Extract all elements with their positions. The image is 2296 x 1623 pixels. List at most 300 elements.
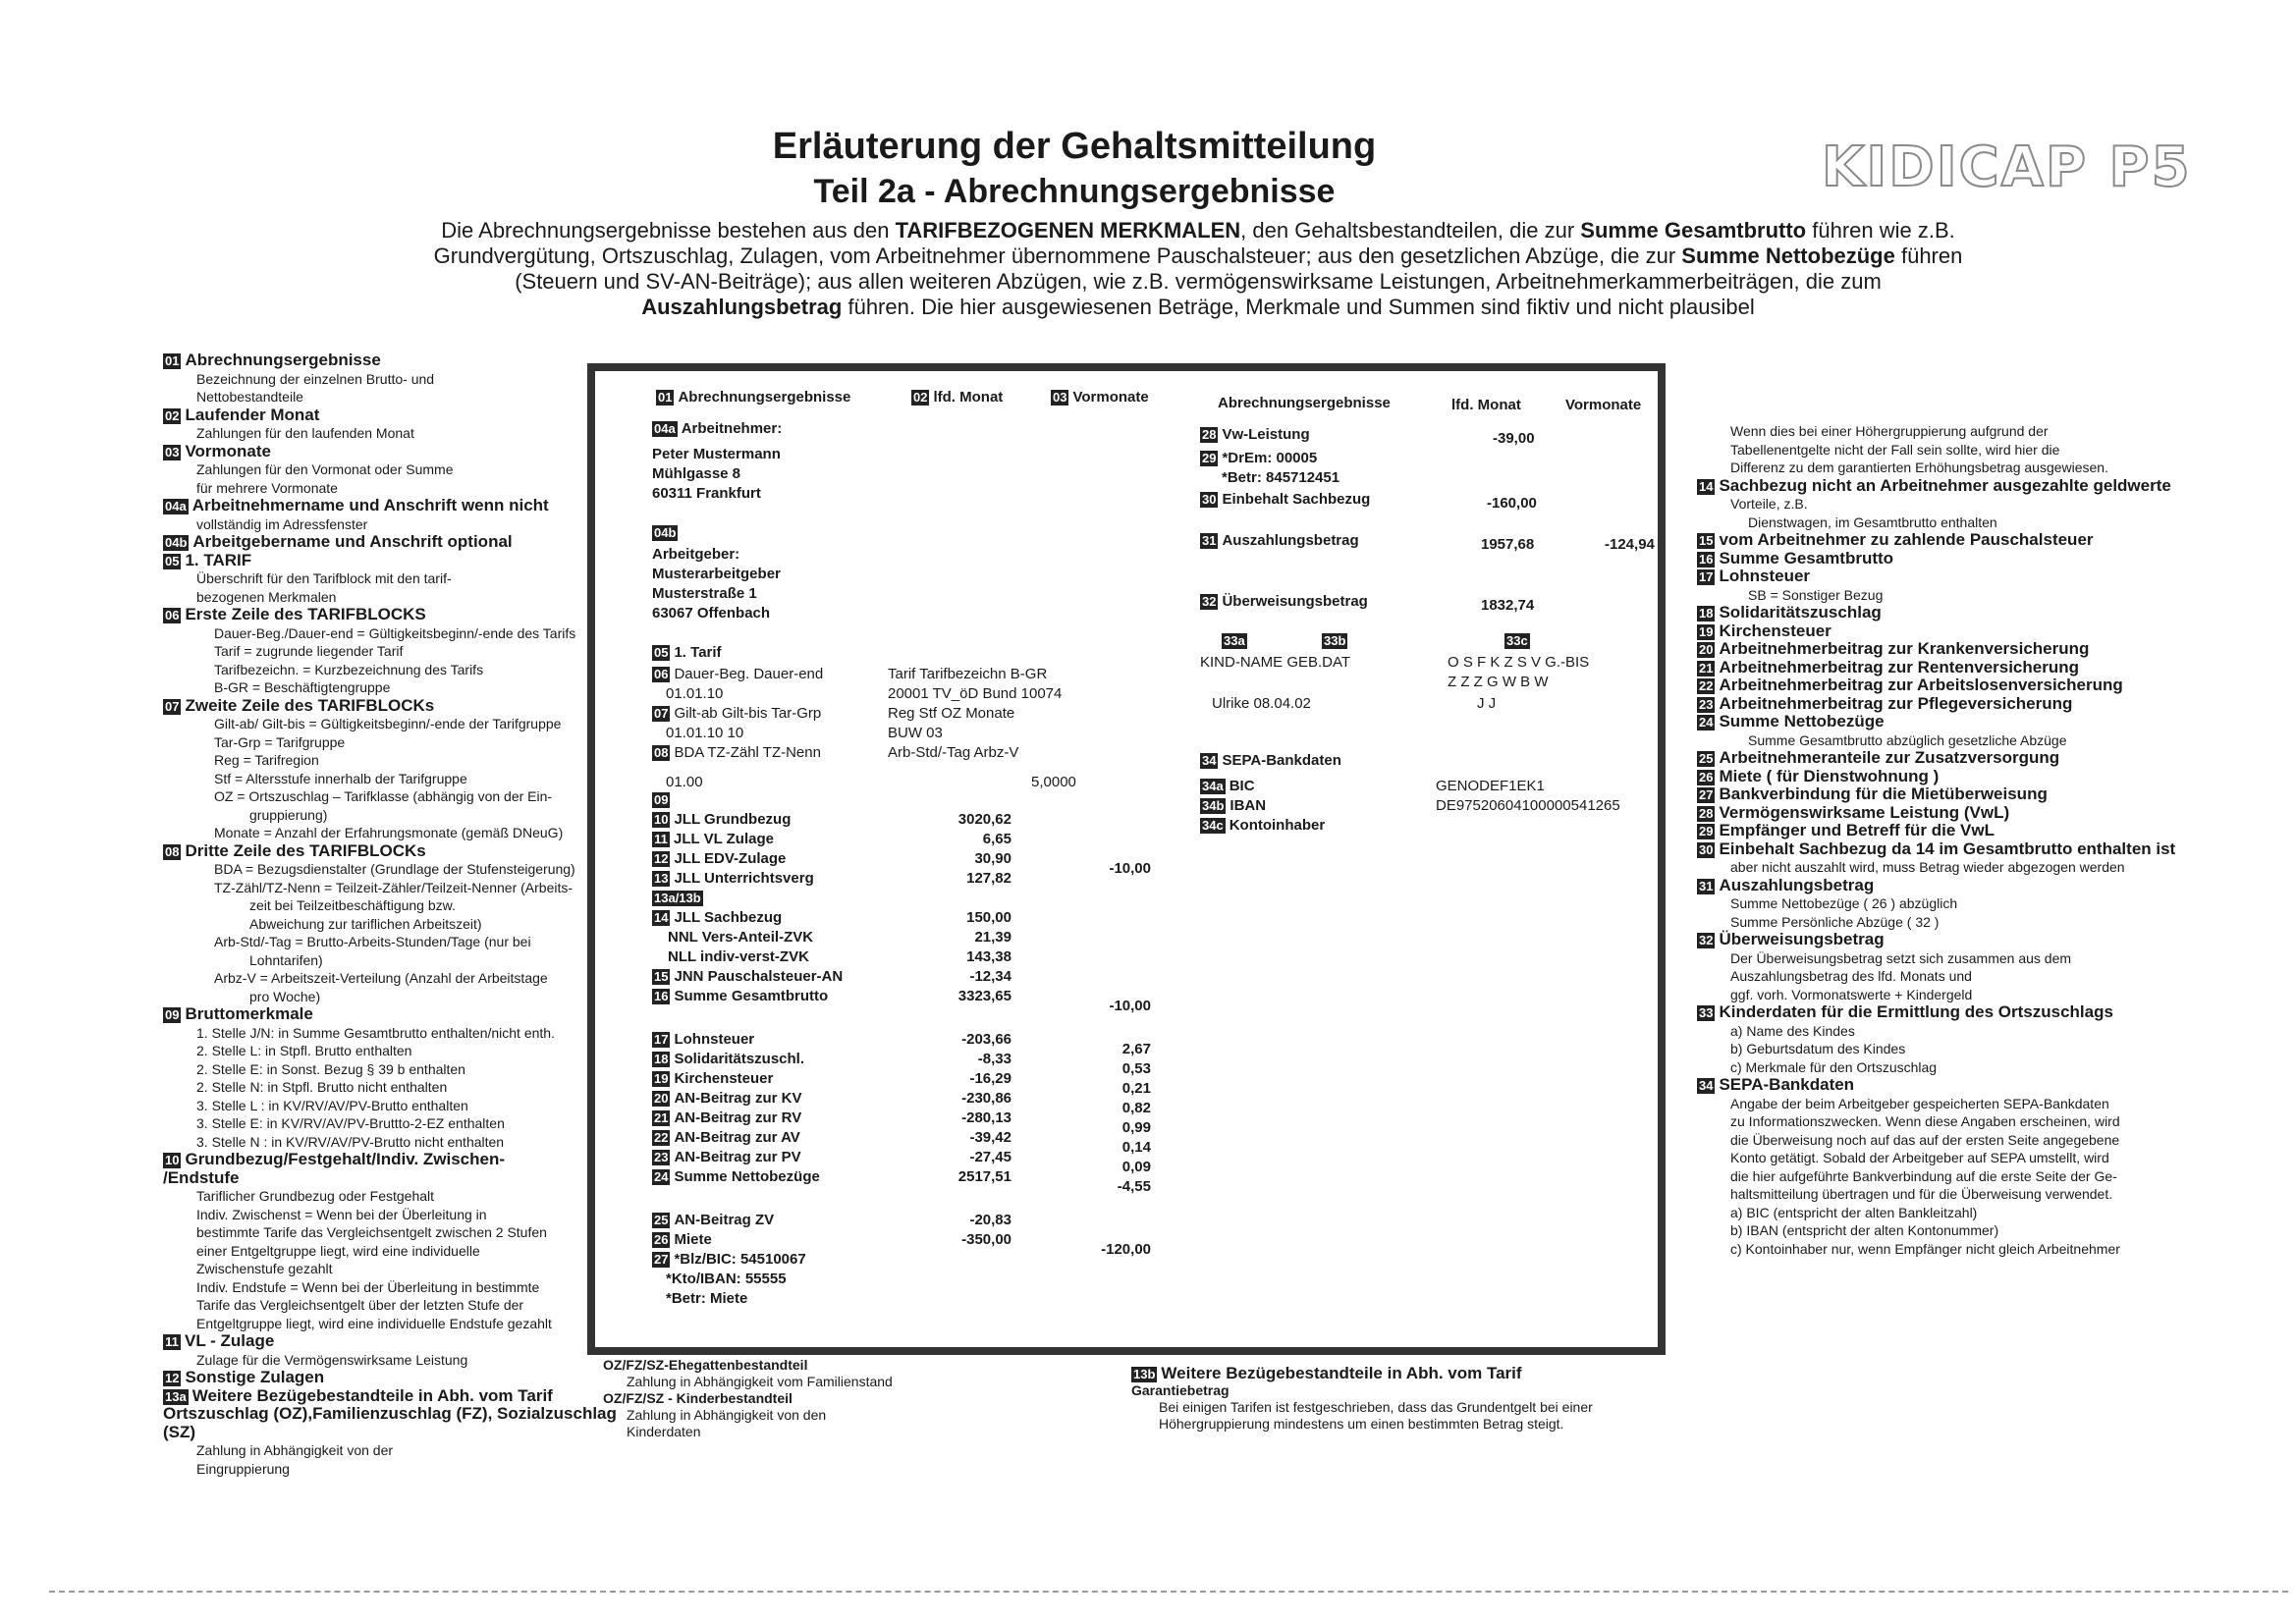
- legend-left-item: einer Entgeltgruppe liegt, wird eine individuelle: [196, 1242, 480, 1259]
- payslip-line: 13 JLL Unterrichtsverg: [654, 870, 814, 887]
- payslip-line: BUW 03: [888, 725, 943, 741]
- legend-left-item: Tarif = zugrunde liegender Tarif: [214, 643, 404, 659]
- legend-left-item: 02 Laufender Monat: [165, 405, 320, 424]
- number-badge: 05: [654, 645, 669, 660]
- legend-left-item: 08 Dritte Zeile des TARIFBLOCKs: [165, 840, 426, 860]
- note-13b: 13b Weitere Bezügebestandteile in Abh. vom Tarif Garantiebetrag Bei einigen Tarifen ist festgeschrieben, dass das Grundentgelt bei einer Höhergruppierung mindestens um einen bestimmten Betrag steigt.: [1131, 1364, 1593, 1432]
- legend-left-item: Bezeichnung der einzelnen Brutto- und: [196, 370, 435, 387]
- number-badge: 29: [1699, 824, 1714, 839]
- number-badge: 07: [654, 706, 669, 721]
- number-badge: 26: [654, 1232, 669, 1247]
- number-badge: 28: [1202, 427, 1217, 442]
- legend-right-item: 27 Bankverbindung für die Mietüberweisung: [1699, 784, 2048, 803]
- payslip-line: 01.00: [666, 774, 703, 790]
- number-badge: 22: [654, 1130, 669, 1145]
- number-badge: 30: [1699, 841, 1714, 857]
- number-badge: 17: [654, 1032, 669, 1047]
- payslip-line: 34 SEPA-Bankdaten: [1202, 752, 1341, 769]
- col-header-lfd-2: lfd. Monat: [1451, 397, 1521, 413]
- amount-lfd: -203,66: [961, 1031, 1011, 1048]
- amount-right: -39,00: [1493, 430, 1535, 447]
- number-badge: 14: [654, 910, 669, 925]
- amount-lfd: -16,29: [969, 1070, 1011, 1087]
- legend-right-item: c) Merkmale für den Ortszuschlag: [1730, 1058, 1938, 1075]
- legend-left-item: BDA = Bezugsdienstalter (Grundlage der Stufensteigerung): [214, 861, 575, 877]
- amount-vormonat: -120,00: [1101, 1241, 1151, 1258]
- payslip-line: 34c Kontoinhaber: [1202, 817, 1326, 834]
- payslip-line: 20 AN-Beitrag zur KV: [654, 1090, 802, 1107]
- number-badge: 08: [654, 745, 669, 760]
- number-badge: 34b: [1202, 798, 1225, 813]
- payslip-line: 30 Einbehalt Sachbezug: [1202, 491, 1371, 508]
- payslip-line: 20001 TV_öD Bund 10074: [888, 685, 1063, 702]
- number-badge: 34: [1699, 1078, 1714, 1093]
- legend-left-item: zeit bei Teilzeitbeschäftigung bzw.: [249, 897, 456, 913]
- payslip-line: Arb-Std/-Tag Arbz-V: [888, 744, 1019, 761]
- note-line: Zahlung in Abhängigkeit vom Familienstand: [627, 1374, 893, 1389]
- number-badge: 04b: [165, 535, 188, 550]
- legend-right-item: 15 vom Arbeitnehmer zu zahlende Pauschalsteuer: [1699, 530, 2094, 549]
- payslip-line: 34a BIC: [1202, 778, 1255, 794]
- number-badge: 02: [165, 407, 180, 423]
- legend-left-item: 05 1. TARIF: [165, 550, 252, 569]
- payslip-line: *Kto/IBAN: 55555: [666, 1271, 787, 1287]
- payslip-line: O S F K Z S V G.-BIS: [1448, 654, 1590, 671]
- number-badge: 33c: [1506, 633, 1528, 648]
- legend-right-item: 28 Vermögenswirksame Leistung (VwL): [1699, 802, 2010, 822]
- amount-lfd: 21,39: [974, 929, 1011, 946]
- legend-right-item: 22 Arbeitnehmerbeitrag zur Arbeitslosenversicherung: [1699, 676, 2123, 694]
- legend-left-item: Zahlungen für den laufenden Monat: [196, 425, 414, 441]
- number-badge: 09: [165, 1007, 180, 1022]
- legend-right-item: c) Kontoinhaber nur, wenn Empfänger nicht gleich Arbeitnehmer: [1730, 1240, 2120, 1257]
- amount-lfd: 6,65: [982, 831, 1011, 847]
- legend-left-item: Indiv. Zwischenst = Wenn bei der Überleitung in: [196, 1206, 487, 1222]
- legend-left-item: 11 VL - Zulage: [163, 1332, 595, 1351]
- payslip-line: KIND-NAME GEB.DAT: [1200, 654, 1351, 671]
- legend-right-item: Differenz zu dem garantierten Erhöhungsbetrag ausgewiesen.: [1730, 460, 2108, 475]
- number-badge: 31: [1202, 533, 1217, 548]
- number-badge: 11: [163, 1334, 181, 1350]
- number-badge: 13: [654, 871, 669, 886]
- number-badge: 18: [654, 1052, 669, 1066]
- legend-left-item: 3. Stelle L : in KV/RV/AV/PV-Brutto enthalten: [196, 1097, 468, 1113]
- number-badge: 14: [1699, 478, 1714, 494]
- payslip-line: 19 Kirchensteuer: [654, 1070, 774, 1087]
- number-badge: 21: [1699, 660, 1714, 676]
- legend-left-item: 2. Stelle E: in Sonst. Bezug § 39 b enthalten: [196, 1060, 465, 1077]
- amount-vormonat: -10,00: [1109, 860, 1151, 877]
- amount-right: 1832,74: [1481, 597, 1535, 614]
- payslip-line: 32 Überweisungsbetrag: [1202, 593, 1368, 610]
- legend-right-item: Tabellenentgelte nicht der Fall sein sollte, wird hier die: [1730, 441, 2060, 458]
- number-badge: 12: [654, 851, 669, 866]
- legend-left-item: 1. Stelle J/N: in Summe Gesamtbrutto enthalten/nicht enth.: [196, 1024, 555, 1041]
- legend-left-item: Reg = Tarifregion: [214, 752, 319, 768]
- number-badge: 17: [1699, 569, 1714, 584]
- payslip-line: NLL indiv-verst-ZVK: [668, 948, 809, 965]
- number-badge: 05: [165, 553, 180, 568]
- payslip-line: 28 Vw-Leistung: [1202, 426, 1310, 443]
- number-badge: 10: [165, 1153, 180, 1167]
- payslip-line: 34b IBAN: [1202, 797, 1267, 814]
- payslip-line: [652, 791, 674, 809]
- legend-right-item: 16 Summe Gesamtbrutto: [1699, 548, 1894, 568]
- legend-left-item: Zahlungen für den Vormonat oder Summe: [196, 461, 454, 477]
- legend-right-item: ggf. vorh. Vormonatswerte + Kindergeld: [1730, 986, 1973, 1002]
- number-badge: 12: [165, 1371, 180, 1385]
- legend-right-item: 31 Auszahlungsbetrag: [1699, 875, 1875, 894]
- payslip-line: 21 AN-Beitrag zur RV: [654, 1109, 802, 1126]
- legend-right-item: 14 Sachbezug nicht an Arbeitnehmer ausgezahlte geldwerte: [1699, 475, 2171, 495]
- legend-left-item: bezogenen Merkmalen: [196, 588, 337, 605]
- payslip-line: 12 JLL EDV-Zulage: [654, 850, 787, 867]
- payslip-line: 31 Auszahlungsbetrag: [1202, 532, 1359, 549]
- number-badge: 32: [1202, 594, 1217, 609]
- legend-left-item: Lohntarifen): [249, 951, 323, 968]
- number-badge: 16: [654, 989, 669, 1003]
- legend-right-item: Dienstwagen, im Gesamtbrutto enthalten: [1748, 514, 1997, 530]
- legend-right-item: 21 Arbeitnehmerbeitrag zur Rentenversicherung: [1699, 657, 2079, 676]
- amount-lfd: 2517,51: [957, 1168, 1011, 1185]
- legend-left-item: gruppierung): [249, 806, 328, 823]
- number-badge: 09: [654, 792, 669, 807]
- number-badge: 32: [1699, 933, 1714, 947]
- legend-left-item: Abweichung zur tariflichen Arbeitszeit): [249, 915, 482, 932]
- number-badge: 13a/13b: [654, 891, 701, 905]
- legend-right-item: Auszahlungsbetrag des lfd. Monats und: [1730, 968, 1972, 984]
- payslip-line: 06 Dauer-Beg. Dauer-end: [654, 666, 824, 682]
- legend-right-item: Wenn dies bei einer Höhergruppierung aufgrund der: [1730, 423, 2049, 439]
- footer-dashed-line: [49, 1591, 2288, 1593]
- col-header-lfd: 02 lfd. Monat: [913, 389, 1004, 406]
- payslip-line: 08 BDA TZ-Zähl TZ-Nenn: [654, 744, 821, 761]
- legend-left-item: Arb-Std/-Tag = Brutto-Arbeits-Stunden/Tage (nur bei: [214, 934, 531, 949]
- legend-left-item: Dauer-Beg./Dauer-end = Gültigkeitsbeginn/-ende des Tarifs: [214, 624, 576, 641]
- number-badge: 15: [1699, 533, 1714, 548]
- legend-right-item: aber nicht auszahlt wird, muss Betrag wieder abgezogen werden: [1730, 859, 2125, 875]
- legend-left-item: 06 Erste Zeile des TARIFBLOCKS: [165, 605, 426, 623]
- intro-paragraph: Die Abrechnungsergebnisse bestehen aus den TARIFBEZOGENEN MERKMALEN, den Gehaltsbestandteilen, die zur Summe Gesamtbrutto führen wie z.B. Grundvergütung, Ortszuschlag, Zulagen, vom Arbeitnehmer übernommene Pauschalsteuer; aus den gesetzlichen Abzüge, die zur Summe Nettobezüge führen (Steuern und SV-AN-Beiträge); aus allen weiteren Abzügen, wie z.B. vermögenswirksame Leistungen, Arbeitnehmerkammerbeiträgen, die zum Auszahlungsbetrag führen. Die hier ausgewiesenen Beträge, Merkmale und Summen sind fiktiv und nicht plausibel: [433, 218, 1963, 319]
- legend-left-item: Gilt-ab/ Gilt-bis = Gültigkeitsbeginn/-ende der Tarifgruppe: [214, 716, 562, 731]
- payslip-line: Z Z Z G W B W: [1448, 674, 1549, 690]
- number-badge: 27: [654, 1252, 669, 1267]
- payslip-line: *Betr: Miete: [666, 1290, 748, 1307]
- number-badge: 06: [165, 608, 180, 622]
- amount-right: -160,00: [1487, 495, 1537, 512]
- legend-left-item: 04a Arbeitnehmername und Anschrift wenn nicht: [165, 496, 549, 514]
- payslip-line: 05 1. Tarif: [654, 644, 722, 661]
- number-badge: 33a: [1224, 633, 1245, 648]
- amount-vormonat: 0,82: [1121, 1100, 1151, 1116]
- amount-vormonat: 2,67: [1121, 1041, 1151, 1057]
- number-badge: 33: [1699, 1005, 1714, 1020]
- legend-left-item: Eingruppierung: [196, 1460, 290, 1477]
- legend-right-item: die hier aufgeführte Bankverbindung auf die erste Seite der Ge-: [1730, 1167, 2117, 1184]
- col-header-abrechnung-2: Abrechnungsergebnisse: [1218, 395, 1391, 411]
- legend-right-item: Angabe der beim Arbeitgeber gespeicherten SEPA-Bankdaten: [1730, 1095, 2109, 1111]
- payslip-line: Musterarbeitgeber: [652, 566, 781, 582]
- number-badge: 06: [654, 667, 669, 681]
- payslip-line: 60311 Frankfurt: [652, 485, 761, 502]
- number-badge: 01: [165, 353, 180, 368]
- note-line: Kinderdaten: [627, 1424, 701, 1439]
- payslip-line: NNL Vers-Anteil-ZVK: [668, 929, 814, 946]
- payslip-line: Peter Mustermann: [652, 446, 781, 462]
- legend-left-item: Zulage für die Vermögenswirksame Leistung: [196, 1351, 468, 1368]
- amount-lfd: -27,45: [969, 1149, 1011, 1165]
- legend-right-item: 23 Arbeitnehmerbeitrag zur Pflegeversicherung: [1699, 693, 2073, 713]
- payslip-line: GENODEF1EK1: [1436, 778, 1545, 794]
- amount-lfd: -280,13: [961, 1109, 1011, 1126]
- number-badge: 34a: [1202, 779, 1224, 793]
- legend-right-item: a) Name des Kindes: [1730, 1022, 1855, 1039]
- amount-vormonat: 0,53: [1121, 1060, 1151, 1077]
- legend-left-item: 13a Weitere Bezügebestandteile in Abh. vom Tarif: [165, 1385, 553, 1405]
- amount-vormonat: 0,14: [1121, 1139, 1151, 1156]
- payslip-line: 17 Lohnsteuer: [654, 1031, 755, 1048]
- legend-right: [1697, 422, 2176, 1258]
- amount-lfd: 127,82: [966, 870, 1011, 887]
- number-badge: 30: [1202, 492, 1217, 507]
- legend-right-item: 29 Empfänger und Betreff für die VwL: [1699, 821, 1995, 839]
- number-badge: 26: [1699, 769, 1714, 784]
- legend-left-item: Zahlung in Abhängigkeit von der: [196, 1442, 394, 1458]
- legend-left-item: 10 Grundbezug/Festgehalt/Indiv. Zwischen-: [165, 1150, 506, 1168]
- amount-lfd: -20,83: [969, 1212, 1011, 1228]
- payslip-line: 07 Gilt-ab Gilt-bis Tar-Grp: [654, 705, 822, 722]
- amount-right: 1957,68: [1481, 536, 1535, 553]
- legend-right-item: haltsmitteilung übertragen und für die Überweisung verwendet.: [1730, 1186, 2113, 1202]
- legend-left-item: Tar-Grp = Tarifgruppe: [214, 733, 346, 750]
- legend-left-item: /Endstufe: [163, 1167, 240, 1187]
- number-badge: 04b: [654, 525, 677, 540]
- legend-left-item: Tarife das Vergleichsentgelt über der letzten Stufe der: [196, 1297, 524, 1313]
- legend-left-item: 2. Stelle N: in Stpfl. Brutto nicht enthalten: [196, 1079, 448, 1095]
- legend-left-item: Monate = Anzahl der Erfahrungsmonate (gemäß DNeuG): [214, 825, 564, 840]
- amount-lfd: -230,86: [961, 1090, 1011, 1107]
- payslip-line: 10 JLL Grundbezug: [654, 811, 792, 828]
- number-badge: 24: [654, 1169, 669, 1184]
- legend-right-item: Vorteile, z.B.: [1730, 496, 1808, 512]
- number-badge: 20: [1699, 642, 1714, 657]
- col-header-abrechnung: 01 Abrechnungsergebnisse: [658, 389, 851, 406]
- number-badge: 04a: [654, 421, 676, 436]
- legend-right-item: 26 Miete ( für Dienstwohnung ): [1699, 766, 1940, 785]
- payslip-line: 5,0000: [1031, 774, 1076, 790]
- legend-left-item: bestimmte Tarife das Vergleichsentgelt zwischen 2 Stufen: [196, 1224, 547, 1240]
- number-badge: 23: [654, 1150, 669, 1164]
- legend-right-item: 34 SEPA-Bankdaten: [1699, 1075, 1855, 1094]
- number-badge: 31: [1699, 878, 1714, 893]
- legend-right-item: Summe Nettobezüge ( 26 ) abzüglich: [1730, 895, 1958, 911]
- payslip-line: 01.01.10: [666, 685, 724, 702]
- number-badge: 28: [1699, 805, 1714, 821]
- amount-lfd: 143,38: [966, 948, 1011, 965]
- legend-left-item: (SZ): [163, 1422, 196, 1441]
- page-title: Erläuterung der Gehaltsmitteilung: [772, 126, 1377, 167]
- payslip-line: 29 *DrEm: 00005: [1202, 450, 1318, 466]
- payslip-line: 18 Solidaritätszuschl.: [654, 1051, 805, 1067]
- legend-left-item: 3. Stelle E: in KV/RV/AV/PV-Bruttto-2-EZ enthalten: [196, 1115, 505, 1131]
- payslip-line: [1504, 632, 1534, 650]
- payslip-line: Reg Stf OZ Monate: [888, 705, 1015, 722]
- legend-right-item: a) BIC (entspricht der alten Bankleitzahl): [1730, 1204, 1978, 1220]
- payslip-line: Arbeitgeber:: [652, 546, 740, 563]
- legend-left-item: Tariflicher Grundbezug oder Festgehalt: [196, 1188, 435, 1204]
- legend-right-item: SB = Sonstiger Bezug: [1748, 586, 1884, 603]
- number-badge: 11: [652, 832, 670, 847]
- payslip-line: Mühlgasse 8: [652, 465, 741, 482]
- legend-left-item: 03 Vormonate: [165, 441, 272, 460]
- legend-left-item: Ortszuschlag (OZ),Familienzuschlag (FZ), Sozialzuschlag: [163, 1404, 617, 1423]
- amount-vormonat: -10,00: [1109, 998, 1151, 1014]
- legend-right-item: 19 Kirchensteuer: [1699, 621, 1831, 640]
- legend-left-item: 01 Abrechnungsergebnisse: [165, 351, 381, 369]
- number-badge: 15: [654, 969, 669, 984]
- legend-right-item: 18 Solidaritätszuschlag: [1699, 603, 1882, 622]
- legend-left-item: Stf = Altersstufe innerhalb der Tarifgruppe: [214, 770, 467, 786]
- payslip-line: 11 JLL VL Zulage: [652, 831, 774, 848]
- amount-lfd: 30,90: [974, 850, 1011, 867]
- number-badge: 22: [1699, 678, 1714, 693]
- number-badge: 25: [654, 1213, 669, 1227]
- number-badge: 10: [654, 812, 669, 827]
- legend-right-item: Der Überweisungsbetrag setzt sich zusammen aus dem: [1730, 949, 2072, 966]
- number-badge: 34c: [1202, 818, 1224, 833]
- payslip-line: 22 AN-Beitrag zur AV: [654, 1129, 800, 1146]
- amount-lfd: -350,00: [961, 1231, 1011, 1248]
- amount-vormonat: 0,09: [1121, 1159, 1151, 1175]
- payslip-line: [1222, 632, 1251, 650]
- kidicap-logo: KIDICAP P5: [1822, 135, 2192, 199]
- legend-left-item: Entgeltgruppe liegt, wird eine individuelle Endstufe gezahlt: [196, 1315, 552, 1331]
- payslip-line: 27 *Blz/BIC: 54510067: [654, 1251, 806, 1268]
- amount-vormonat: -4,55: [1117, 1178, 1151, 1195]
- payslip-line: Tarif Tarifbezeichn B-GR: [888, 666, 1048, 682]
- legend-right-item: die Überweisung noch auf das auf der ersten Seite angegebene: [1730, 1131, 2120, 1148]
- amount-vormonat: 0,99: [1121, 1119, 1151, 1136]
- number-badge: 21: [654, 1110, 669, 1125]
- payslip-line: 24 Summe Nettobezüge: [654, 1168, 820, 1185]
- payslip-line: 04a Arbeitnehmer:: [654, 420, 783, 437]
- note-line: OZ/FZ/SZ-Ehegattenbestandteil: [603, 1357, 808, 1373]
- legend-right-item: b) Geburtsdatum des Kindes: [1730, 1041, 1906, 1056]
- legend-left-item: 3. Stelle N : in KV/RV/AV/PV-Brutto nicht enthalten: [196, 1133, 505, 1150]
- legend-right-item: 33 Kinderdaten für die Ermittlung des Ortszuschlags: [1699, 1002, 2113, 1021]
- legend-left-item: 04b Arbeitgebername und Anschrift optional: [165, 532, 513, 551]
- legend-right-item: Konto getätigt. Sobald der Arbeitgeber auf SEPA umstellt, wird: [1730, 1150, 2109, 1165]
- number-badge: 25: [1699, 751, 1714, 766]
- amount-lfd: 150,00: [966, 909, 1011, 926]
- legend-right-item: 30 Einbehalt Sachbezug da 14 im Gesamtbrutto enthalten ist: [1699, 839, 2176, 858]
- note-line: Zahlung in Abhängigkeit von den: [627, 1407, 827, 1423]
- legend-left-item: OZ = Ortszuschlag – Tarifklasse (abhängig von der Ein-: [214, 788, 553, 804]
- payslip-line: 16 Summe Gesamtbrutto: [654, 988, 829, 1004]
- legend-right-item: zu Informationszwecken. Wenn diese Angaben erscheinen, wird: [1730, 1113, 2120, 1129]
- amount-lfd: 3020,62: [957, 811, 1011, 828]
- number-badge: 24: [1699, 715, 1714, 730]
- payslip-line: [652, 890, 707, 907]
- legend-right-item: 17 Lohnsteuer: [1699, 567, 1811, 585]
- payslip-line: 25 AN-Beitrag ZV: [654, 1212, 775, 1228]
- amount-right: -124,94: [1605, 536, 1655, 553]
- number-badge: 33b: [1324, 633, 1346, 648]
- legend-left-item: 09 Bruttomerkmale: [165, 1004, 313, 1023]
- payslip-line: Musterstraße 1: [652, 585, 757, 602]
- payslip-line: J J: [1477, 695, 1497, 712]
- payslip-line: DE97520604100000541265: [1436, 797, 1620, 814]
- legend-left-item: 07 Zweite Zeile des TARIFBLOCKs: [165, 695, 435, 715]
- legend-left-item: Nettobestandteile: [196, 389, 303, 405]
- payslip-line: Ulrike 08.04.02: [1212, 695, 1311, 712]
- payslip-line: [1322, 632, 1351, 650]
- legend-left-item: Indiv. Endstufe = Wenn bei der Überleitung in bestimmte: [196, 1278, 540, 1295]
- number-badge: 13a: [165, 1388, 187, 1404]
- amount-lfd: -39,42: [969, 1129, 1011, 1146]
- payslip-line: 63067 Offenbach: [652, 605, 771, 622]
- legend-left-item: Zwischenstufe gezahlt: [196, 1261, 333, 1276]
- legend-right-item: 24 Summe Nettobezüge: [1699, 712, 1885, 730]
- legend-left-item: Überschrift für den Tarifblock mit den tarif-: [196, 570, 452, 586]
- col-header-vormonate-2: Vormonate: [1565, 397, 1642, 413]
- payslip-line: 26 Miete: [654, 1231, 712, 1248]
- number-badge: 19: [1699, 623, 1714, 639]
- payslip-line: [652, 524, 682, 542]
- amount-vormonat: 0,21: [1121, 1080, 1151, 1097]
- payslip-line: *Betr: 845712451: [1222, 469, 1340, 486]
- amount-lfd: -12,34: [969, 968, 1011, 985]
- legend-left-item: für mehrere Vormonate: [196, 479, 338, 496]
- legend-left-item: 12 Sonstige Zulagen: [165, 1368, 325, 1386]
- legend-right-item: Summe Gesamtbrutto abzüglich gesetzliche Abzüge: [1748, 731, 2067, 748]
- legend-right-item: 20 Arbeitnehmerbeitrag zur Krankenversicherung: [1699, 639, 2090, 658]
- payslip-line: 15 JNN Pauschalsteuer-AN: [654, 968, 844, 985]
- legend-left-item: Arbz-V = Arbeitszeit-Verteilung (Anzahl der Arbeitstage: [214, 970, 548, 986]
- number-badge: 16: [1699, 551, 1714, 567]
- number-badge: 34: [1202, 753, 1217, 768]
- payslip-line: 01.01.10 10: [666, 725, 744, 741]
- legend-right-item: b) IBAN (entspricht der alten Kontonummer): [1730, 1222, 1999, 1238]
- amount-lfd: -8,33: [977, 1051, 1011, 1067]
- number-badge: 07: [165, 698, 180, 714]
- number-badge: 20: [654, 1091, 669, 1106]
- number-badge: 03: [165, 444, 180, 460]
- note-line: OZ/FZ/SZ - Kinderbestandteil: [603, 1390, 793, 1406]
- legend-left-item: B-GR = Beschäftigtengruppe: [214, 679, 391, 695]
- legend-right-item: 25 Arbeitnehmeranteile zur Zusatzversorgung: [1699, 748, 2060, 767]
- legend-left-item: TZ-Zähl/TZ-Nenn = Teilzeit-Zähler/Teilzeit-Nenner (Arbeits-: [214, 879, 574, 895]
- legend-right-item: 32 Überweisungsbetrag: [1699, 930, 1885, 948]
- number-badge: 23: [1699, 696, 1714, 712]
- legend-left-item: pro Woche): [249, 988, 321, 1004]
- amount-lfd: 3323,65: [957, 988, 1011, 1004]
- payslip-line: 14 JLL Sachbezug: [654, 909, 783, 926]
- page-subtitle: Teil 2a - Abrechnungsergebnisse: [813, 173, 1336, 210]
- legend-right-item: Summe Persönliche Abzüge ( 32 ): [1730, 913, 1940, 930]
- number-badge: 19: [654, 1071, 669, 1086]
- col-header-vormonate: 03 Vormonate: [1053, 389, 1149, 406]
- legend-left-item: vollständig im Adressfenster: [196, 515, 368, 532]
- number-badge: 18: [1699, 606, 1714, 621]
- legend-left: [163, 351, 617, 1478]
- number-badge: 29: [1202, 451, 1217, 465]
- badge-13b: 13b: [1133, 1367, 1156, 1381]
- note-oz-fz-sz: [603, 1357, 957, 1440]
- payslip-line: 23 AN-Beitrag zur PV: [654, 1149, 801, 1165]
- number-badge: 04a: [165, 499, 187, 514]
- legend-left-item: Tarifbezeichn. = Kurzbezeichnung des Tarifs: [214, 661, 484, 677]
